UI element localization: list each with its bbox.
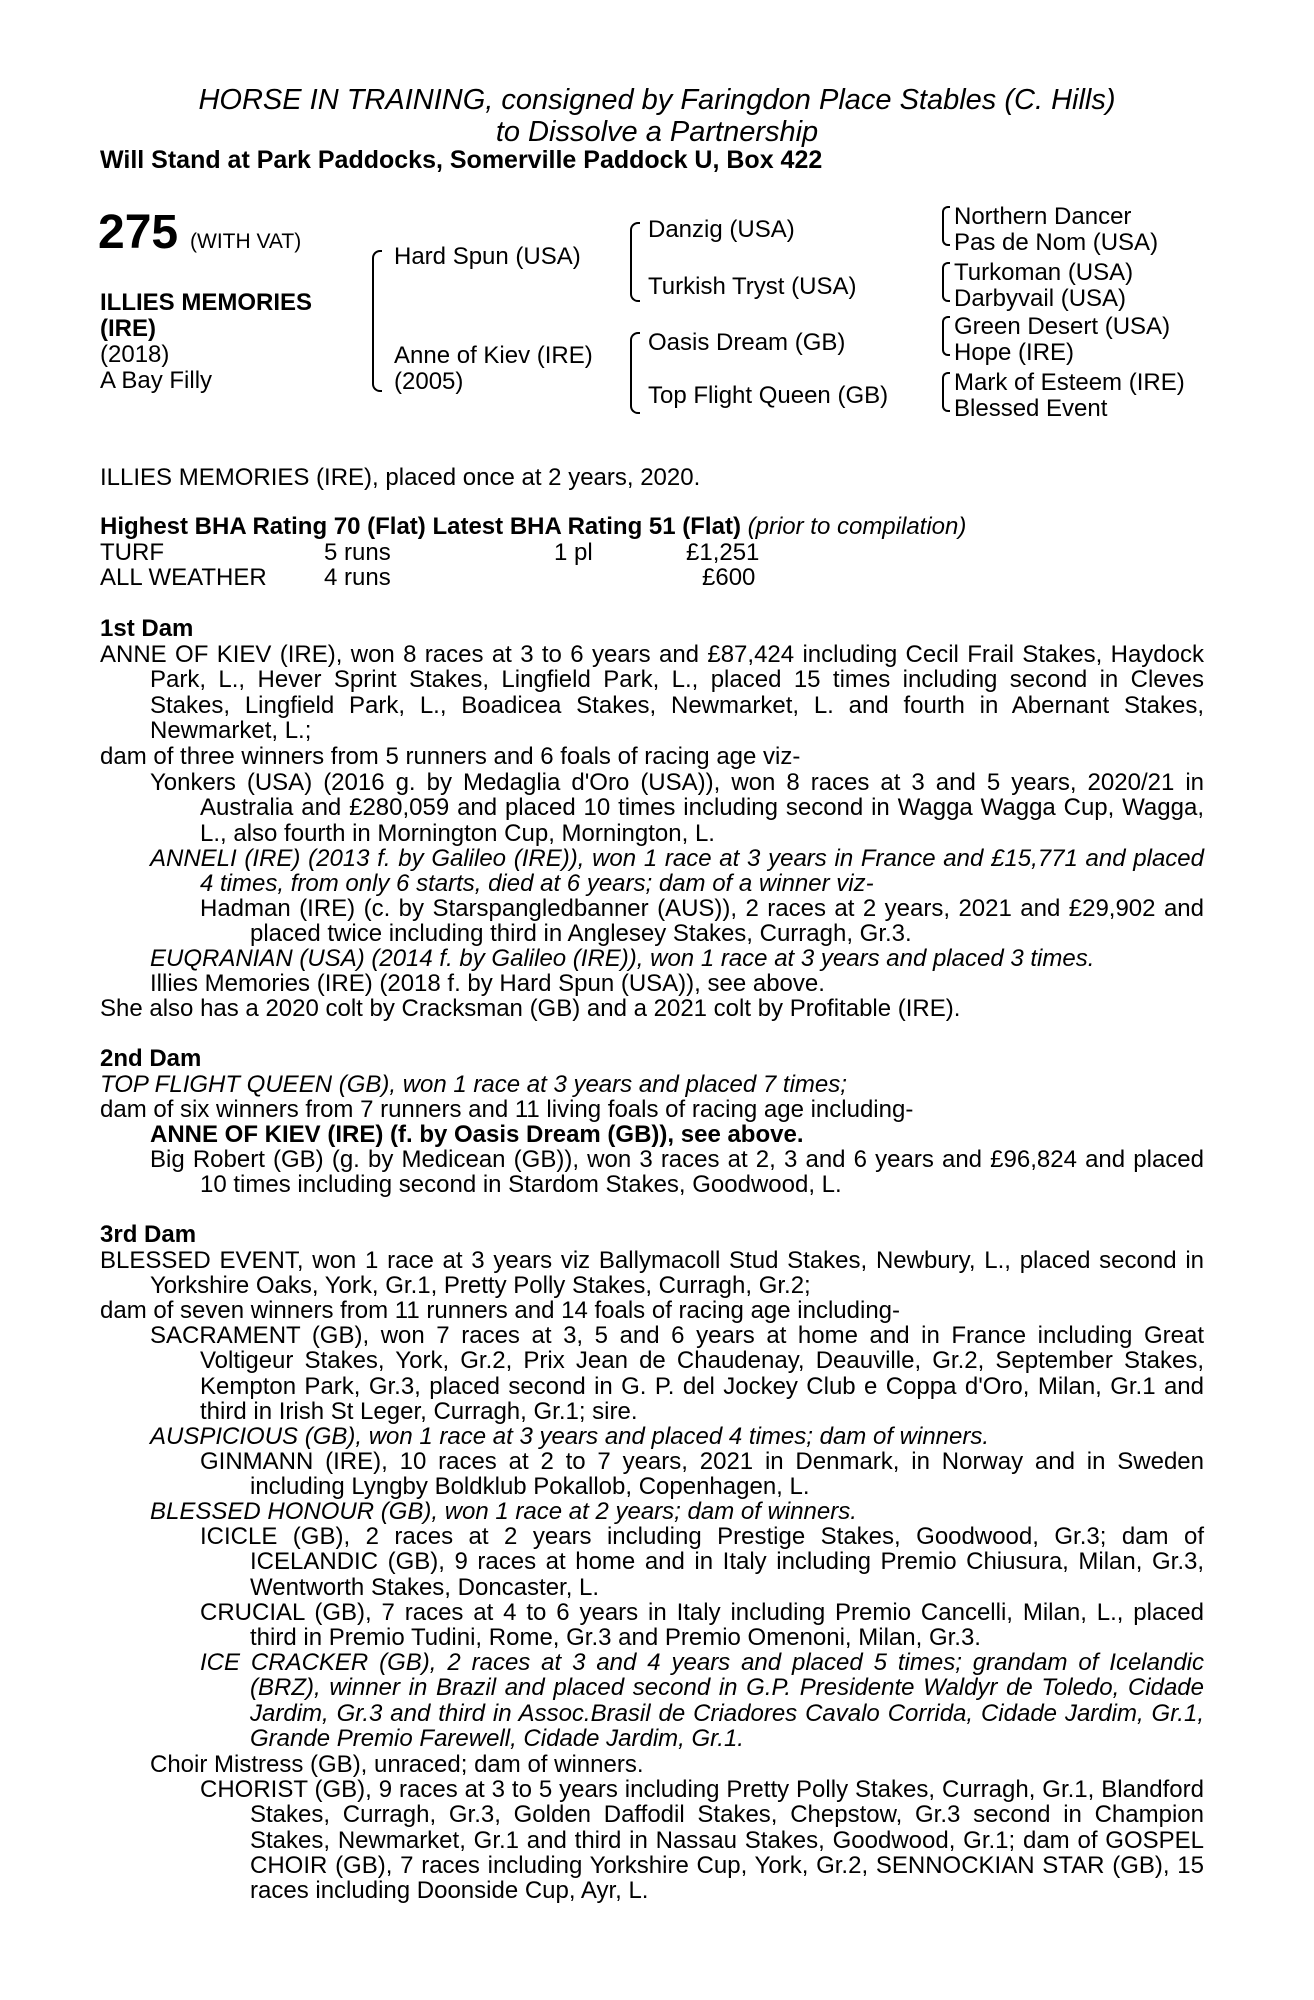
pedigree-dam: Anne of Kiev (IRE) (394, 342, 593, 369)
dam1-p4: ANNELI (IRE) (2013 f. by Galileo (IRE)), won 1 race at 3 years in France and £15,771 and placed 4 times, from only 6 starts, died at 6 years; dam of a winner viz- (150, 845, 1204, 898)
row2-runs: 4 runs (324, 564, 391, 591)
pedigree-brace-dam (630, 332, 640, 414)
dam3-grandprogeny-4 (200, 1650, 1204, 1751)
rating-line (100, 514, 966, 540)
dam3-p2: dam of seven winners from 11 runners and 14 foals of racing age including- (100, 1297, 901, 1324)
pedigree-ds: Oasis Dream (GB) (648, 329, 846, 356)
dam3-p10: Choir Mistress (GB), unraced; dam of winners. (150, 1751, 644, 1778)
pedigree-ssd: Pas de Nom (USA) (954, 229, 1159, 256)
pedigree-sdd: Darbyvail (USA) (954, 285, 1127, 312)
row1-placings: 1 pl (554, 539, 593, 566)
race-summary: ILLIES MEMORIES (IRE), placed once at 2 years, 2020. (100, 464, 701, 491)
dam1-progeny-2 (150, 846, 1204, 897)
dam1-p3: Yonkers (USA) (2016 g. by Medaglia d'Oro (USA)), won 8 races at 3 and 5 years, 2020/21 in Australia and £280,059 and placed 10 times including second in Wagga Wagga Cup, Wagga, L., also fourth in Mornington Cup, Mornington, L. (150, 769, 1204, 847)
dam1-p1: ANNE OF KIEV (IRE), won 8 races at 3 to 6 years and £87,424 including Cecil Frail Stakes, Haydock Park, L., Hever Sprint Stakes, Lingfield Park, L., placed 15 times including second in Cleves Stakes, Lingfield Park, L., Boadicea Stakes, Newmarket, L. and fourth in Abernant Stakes, Newmarket, L.; (100, 641, 1204, 744)
dam2-progeny (150, 1147, 1204, 1198)
pedigree-brace-ds (942, 316, 950, 356)
dam1-p5: Hadman (IRE) (c. by Starspangledbanner (AUS)), 2 races at 2 years, 2021 and £29,902 and placed twice including third in Anglesey Stakes, Curragh, Gr.3. (200, 895, 1204, 948)
dam3-heading: 3rd Dam (100, 1221, 197, 1248)
horse-description: A Bay Filly (100, 367, 213, 394)
rating-note: (prior to compilation) (747, 513, 967, 540)
dam1-p7: Illies Memories (IRE) (2018 f. by Hard Spun (USA)), see above. (150, 970, 825, 997)
vat-note: (WITH VAT) (190, 230, 302, 253)
dam1-progeny-1 (150, 770, 1204, 846)
dam1-p6: EUQRANIAN (USA) (2014 f. by Galileo (IRE)), won 1 race at 3 years and placed 3 times. (150, 945, 1095, 972)
lot-number: 275 (98, 206, 179, 259)
pedigree-dss: Green Desert (USA) (954, 313, 1171, 340)
dam2-p3: ANNE OF KIEV (IRE) (f. by Oasis Dream (GB)), see above. (150, 1121, 804, 1148)
horse-name: ILLIES MEMORIES (100, 289, 313, 316)
dam3-p4: AUSPICIOUS (GB), won 1 race at 3 years and placed 4 times; dam of winners. (150, 1423, 990, 1450)
dam3-p3: SACRAMENT (GB), won 7 races at 3, 5 and 6 years at home and in France including Great Voltigeur Stakes, York, Gr.2, Prix Jean de Chaudenay, Deauville, Gr.2, September Stakes, Kempton Park, Gr.3, placed second in G. P. del Jockey Club e Coppa d'Oro, Milan, Gr.1 and third in Irish St Leger, Curragh, Gr.1; sire. (150, 1322, 1204, 1425)
pedigree-brace-ss (942, 206, 950, 246)
rating-table (100, 540, 800, 592)
dam3-p8: CRUCIAL (GB), 7 races at 4 to 6 years in Italy including Premio Cancelli, Milan, L., placed third in Premio Tudini, Rome, Gr.3 and Premio Omenoni, Milan, Gr.3. (200, 1599, 1204, 1652)
dam3-grandprogeny-5 (200, 1777, 1204, 1903)
pedigree-sire: Hard Spun (USA) (394, 243, 581, 270)
row2-surface: ALL WEATHER (100, 564, 267, 591)
row1-runs: 5 runs (324, 539, 391, 566)
dam3-grandprogeny-2 (200, 1524, 1204, 1600)
dam3-p5: GINMANN (IRE), 10 races at 2 to 7 years, 2021 in Denmark, in Norway and in Sweden including Lyngby Boldklub Pokallob, Copenhagen, L. (200, 1448, 1204, 1501)
dam3-p11: CHORIST (GB), 9 races at 3 to 5 years including Pretty Polly Stakes, Curragh, Gr.1, Blandford Stakes, Curragh, Gr.3, Golden Daffodil Stakes, Chepstow, Gr.3 second in Champion Stakes, Newmarket, Gr.1 and third in Nassau Stakes, Goodwood, Gr.1; dam of GOSPEL CHOIR (GB), 7 races including Yorkshire Cup, York, Gr.2, SENNOCKIAN STAR (GB), 15 races including Doonside Cup, Ayr, L. (200, 1776, 1204, 1905)
pedigree-sss: Northern Dancer (954, 203, 1132, 230)
pedigree-brace-dd (942, 372, 950, 412)
dam3-record (100, 1248, 1204, 1299)
dam2-p1: TOP FLIGHT QUEEN (GB), won 1 race at 3 years and placed 7 times; (100, 1071, 847, 1098)
row1-earnings: £1,251 (686, 539, 760, 566)
pedigree-dd: Top Flight Queen (GB) (648, 382, 889, 409)
pedigree-dam-year: (2005) (394, 368, 464, 395)
pedigree-sds: Turkoman (USA) (954, 259, 1134, 286)
pedigree-brace-sd (942, 262, 950, 302)
dam2-p2: dam of six winners from 7 runners and 11 living foals of racing age including- (100, 1096, 914, 1123)
dam3-grandprogeny-1 (200, 1449, 1204, 1500)
rating-label: Highest BHA Rating 70 (Flat) Latest BHA Rating 51 (Flat) (100, 513, 741, 540)
consignor-line: HORSE IN TRAINING, consigned by Faringdon Place Stables (C. Hills) (198, 84, 1116, 116)
consignor-subline: to Dissolve a Partnership (495, 116, 819, 148)
dam1-grandprogeny (200, 896, 1204, 947)
dam1-record (100, 642, 1204, 743)
row1-surface: TURF (100, 539, 164, 566)
pedigree-sd: Turkish Tryst (USA) (648, 273, 857, 300)
dam3-p7: ICICLE (GB), 2 races at 2 years including Prestige Stakes, Goodwood, Gr.3; dam of ICELANDIC (GB), 9 races at home and in Italy including Premio Chiusura, Milan, Gr.3, Wentworth Stakes, Doncaster, L. (200, 1523, 1204, 1601)
pedigree-dsd: Hope (IRE) (954, 339, 1075, 366)
dam1-heading: 1st Dam (100, 615, 194, 642)
pedigree-dds: Mark of Esteem (IRE) (954, 369, 1185, 396)
pedigree-ddd: Blessed Event (954, 395, 1108, 422)
row2-earnings: £600 (702, 564, 756, 591)
dam3-progeny-1 (150, 1323, 1204, 1424)
foaling-year: (2018) (100, 341, 170, 368)
dam1-p8: She also has a 2020 colt by Cracksman (GB) and a 2021 colt by Profitable (IRE). (100, 995, 961, 1022)
dam2-p4: Big Robert (GB) (g. by Medicean (GB)), won 3 races at 2, 3 and 6 years and £96,824 and placed 10 times including second in Stardom Stakes, Goodwood, L. (150, 1146, 1204, 1199)
dam3-p6: BLESSED HONOUR (GB), won 1 race at 2 years; dam of winners. (150, 1498, 857, 1525)
stand-location: Will Stand at Park Paddocks, Somerville Paddock U, Box 422 (100, 146, 823, 174)
pedigree-brace-main (372, 250, 382, 392)
dam2-heading: 2nd Dam (100, 1045, 202, 1072)
dam3-p9: ICE CRACKER (GB), 2 races at 3 and 4 years and placed 5 times; grandam of Icelandic (BRZ), winner in Brazil and placed second in G.P. Presidente Waldyr de Toledo, Cidade Jardim, Gr.3 and third in Assoc.Brasil de Criadores Cavalo Corrida, Cidade Jardim, Gr.1, Grande Premio Farewell, Cidade Jardim, Gr.1. (200, 1649, 1204, 1752)
dam1-p2: dam of three winners from 5 runners and 6 foals of racing age viz- (100, 743, 801, 770)
pedigree-ss: Danzig (USA) (648, 216, 795, 243)
dam3-grandprogeny-3 (200, 1600, 1204, 1651)
pedigree-brace-sire (630, 222, 640, 302)
dam3-p1: BLESSED EVENT, won 1 race at 3 years viz Ballymacoll Stud Stakes, Newbury, L., placed second in Yorkshire Oaks, York, Gr.1, Pretty Polly Stakes, Curragh, Gr.2; (100, 1247, 1204, 1300)
horse-suffix: (IRE) (100, 315, 156, 342)
